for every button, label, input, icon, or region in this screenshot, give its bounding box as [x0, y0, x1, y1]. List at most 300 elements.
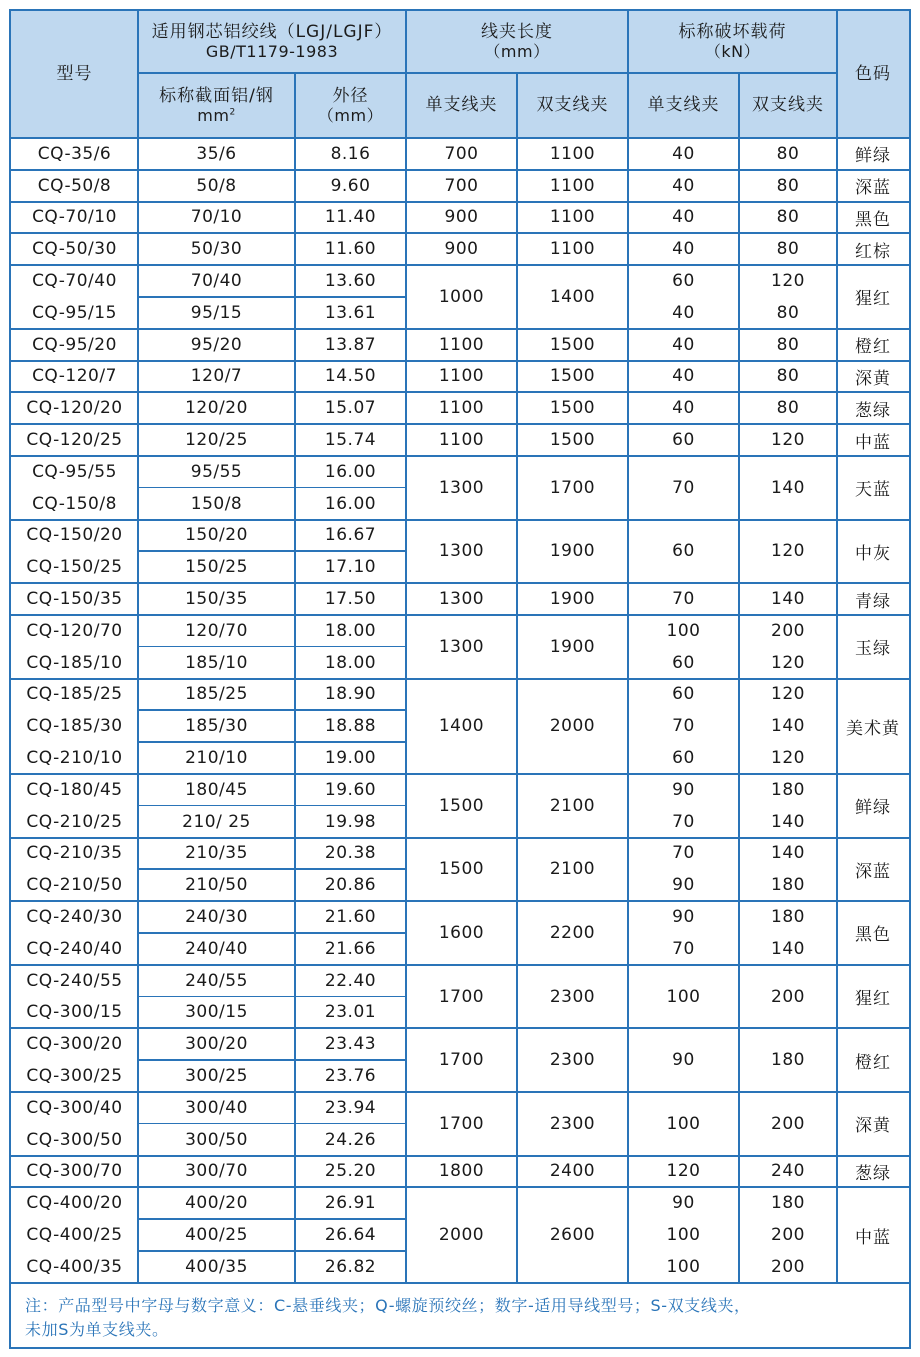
group-rule	[11, 1186, 909, 1188]
cell-load-single	[628, 1219, 739, 1251]
cell-load-single	[628, 774, 739, 806]
cell-diameter-text: 26.64	[324, 1225, 377, 1246]
cell-section-text: 240/30	[185, 907, 248, 928]
header-color-code-label: 色码	[855, 64, 891, 84]
group-rule	[11, 1091, 909, 1093]
cell-diameter	[295, 774, 406, 806]
cell-diameter	[295, 520, 406, 552]
cell-diameter-text: 16.00	[324, 461, 377, 482]
cell-diameter-text: 25.20	[324, 1161, 377, 1182]
cell-load-single	[628, 424, 739, 456]
cell-load-single	[628, 202, 739, 234]
cell-diameter	[295, 1219, 406, 1251]
cell-model-text: CQ-120/25	[26, 430, 123, 451]
cell-diameter-text: 20.86	[324, 875, 377, 896]
footnote-line1: 注：产品型号中字母与数字意义：C-悬垂线夹；Q-螺旋预绞丝；数字-适用导线型号；S-双支线夹，	[25, 1296, 751, 1315]
cell-color-code	[837, 1187, 909, 1282]
cell-load-single-text: 100	[666, 1225, 701, 1246]
cell-color-code	[837, 170, 909, 202]
group-rule	[11, 582, 909, 584]
cell-load-double	[739, 774, 837, 806]
cell-section-text: 240/40	[185, 938, 248, 959]
cell-load-single-text: 60	[672, 684, 695, 705]
cell-color-code	[837, 1092, 909, 1156]
cell-load-double	[739, 361, 837, 393]
cell-diameter	[295, 1092, 406, 1124]
cell-length-single	[406, 583, 517, 615]
cell-diameter	[295, 297, 406, 329]
cell-model	[11, 1251, 138, 1283]
cell-section	[138, 202, 295, 234]
cell-diameter	[295, 456, 406, 488]
cell-diameter-text: 16.00	[324, 493, 377, 514]
cell-model	[11, 647, 138, 679]
cell-load-single-text: 60	[672, 652, 695, 673]
cell-load-single-text: 40	[672, 334, 695, 355]
cell-diameter	[295, 361, 406, 393]
cell-section-text: 150/25	[185, 557, 248, 578]
footnote-line2: 未加S为单支线夹。	[25, 1320, 169, 1339]
cell-length-double-text: 1500	[549, 366, 596, 387]
cell-diameter	[295, 170, 406, 202]
cell-length-double-text: 1900	[549, 541, 596, 562]
header-length-double-label: 双支线夹	[536, 95, 609, 115]
cell-diameter	[295, 615, 406, 647]
cell-length-single-text: 1300	[438, 589, 485, 610]
cell-diameter-text: 9.60	[330, 175, 371, 196]
row-rule	[138, 741, 406, 743]
cell-section	[138, 233, 295, 265]
cell-length-single-text: 1600	[438, 922, 485, 943]
header-diameter-unit: （mm）	[317, 105, 384, 125]
cell-section	[138, 424, 295, 456]
group-rule	[11, 328, 909, 330]
cell-load-single-text: 90	[672, 779, 695, 800]
cell-diameter	[295, 329, 406, 361]
row-rule	[138, 550, 406, 552]
cell-load-double-text: 180	[771, 1050, 805, 1071]
cell-color-code-text: 葱绿	[855, 1163, 891, 1184]
cell-color-code	[837, 520, 909, 584]
cell-model-text: CQ-300/15	[26, 1002, 123, 1023]
header-conductor-line2: GB/T1179-1983	[205, 42, 339, 61]
cell-length-single	[406, 679, 517, 774]
cell-load-single	[628, 392, 739, 424]
cell-model	[11, 869, 138, 901]
cell-length-single-text: 1700	[438, 986, 485, 1007]
row-rule	[138, 805, 406, 807]
group-rule	[11, 455, 909, 457]
cell-length-single-text: 700	[444, 143, 479, 164]
cell-section-text: 120/25	[185, 430, 248, 451]
cell-model	[11, 1219, 138, 1251]
cell-length-double-text: 1500	[549, 430, 596, 451]
cell-length-single	[406, 170, 517, 202]
cell-load-double	[739, 742, 837, 774]
cell-load-double-text: 200	[771, 986, 805, 1007]
cell-length-single	[406, 838, 517, 902]
column-rule	[294, 73, 296, 1283]
footnote	[25, 1294, 905, 1342]
cell-length-single	[406, 901, 517, 965]
cell-load-double	[739, 838, 837, 870]
cell-color-code-text: 红棕	[855, 241, 891, 262]
cell-diameter	[295, 1156, 406, 1188]
cell-section-text: 400/25	[185, 1225, 248, 1246]
cell-section-text: 95/15	[190, 302, 243, 323]
cell-length-single-text: 900	[444, 207, 479, 228]
cell-length-single-text: 1400	[438, 716, 485, 737]
cell-diameter-text: 18.88	[324, 716, 377, 737]
cell-load-double-text: 200	[771, 1113, 805, 1134]
header-breaking-load-label: 标称破坏载荷	[678, 22, 787, 42]
cell-section-text: 300/15	[185, 1002, 248, 1023]
cell-length-double	[517, 1028, 628, 1092]
cell-length-single-text: 1100	[438, 398, 485, 419]
cell-load-double-text: 80	[776, 175, 800, 196]
cell-diameter	[295, 551, 406, 583]
cell-length-single	[406, 233, 517, 265]
row-rule	[138, 1250, 406, 1252]
cell-section	[138, 997, 295, 1029]
cell-load-double-text: 80	[776, 207, 800, 228]
cell-section	[138, 742, 295, 774]
cell-diameter-text: 26.91	[324, 1193, 377, 1214]
cell-diameter	[295, 1028, 406, 1060]
cell-section-text: 300/70	[185, 1161, 248, 1182]
cell-length-single-text: 2000	[438, 1225, 485, 1246]
cell-diameter-text: 15.07	[324, 398, 377, 419]
cell-length-double-text: 2100	[549, 795, 596, 816]
cell-load-single-text: 40	[672, 239, 695, 260]
cell-length-double-text: 1100	[549, 143, 596, 164]
group-rule	[11, 1027, 909, 1029]
cell-load-single-text: 70	[672, 938, 695, 959]
cell-model	[11, 933, 138, 965]
row-rule	[138, 1059, 406, 1061]
cell-section	[138, 329, 295, 361]
cell-color-code	[837, 361, 909, 393]
cell-length-single-text: 1300	[438, 541, 485, 562]
cell-length-single-text: 1500	[438, 795, 485, 816]
group-rule	[11, 232, 909, 234]
cell-section-text: 210/35	[185, 843, 248, 864]
cell-section	[138, 838, 295, 870]
cell-model	[11, 774, 138, 806]
cell-diameter-text: 17.50	[324, 589, 377, 610]
cell-load-single-text: 60	[672, 748, 695, 769]
header-cross-section-label: 标称截面铝/钢	[159, 85, 274, 106]
cell-length-single-text: 700	[444, 175, 479, 196]
cell-model	[11, 1028, 138, 1060]
cell-length-double	[517, 679, 628, 774]
cell-section-text: 300/25	[185, 1066, 248, 1087]
cell-load-single	[628, 583, 739, 615]
cell-diameter	[295, 901, 406, 933]
table-bottom-rule	[11, 1282, 909, 1284]
row-rule	[138, 487, 406, 489]
group-rule	[11, 964, 909, 966]
header-conductor-line1: 适用钢芯铝绞线（LGJ/LGJF）	[151, 22, 393, 42]
cell-model-text: CQ-120/20	[26, 398, 123, 419]
cell-diameter	[295, 202, 406, 234]
cell-length-double	[517, 361, 628, 393]
cell-length-double	[517, 138, 628, 170]
cell-color-code	[837, 265, 909, 329]
cell-length-double	[517, 233, 628, 265]
cell-section	[138, 1156, 295, 1188]
cell-load-double	[739, 329, 837, 361]
cell-load-double	[739, 806, 837, 838]
spec-table-frame	[9, 9, 911, 1349]
cell-length-double-text: 2300	[549, 1050, 596, 1071]
row-rule	[138, 868, 406, 870]
cell-load-double-text: 140	[771, 716, 805, 737]
group-rule	[11, 1155, 909, 1157]
cell-length-single	[406, 1187, 517, 1282]
cell-diameter	[295, 1187, 406, 1219]
cell-load-double	[739, 170, 837, 202]
cell-load-double-text: 140	[771, 589, 805, 610]
cell-diameter-text: 11.40	[324, 207, 377, 228]
cell-load-double-text: 140	[771, 843, 805, 864]
cell-diameter-text: 22.40	[324, 970, 377, 991]
cell-load-single	[628, 265, 739, 297]
cell-diameter	[295, 392, 406, 424]
cell-length-single-text: 1800	[438, 1161, 485, 1182]
cell-load-double	[739, 520, 837, 584]
cell-section-text: 300/20	[185, 1034, 248, 1055]
cell-load-double	[739, 1251, 837, 1283]
cell-model-text: CQ-50/8	[37, 175, 112, 196]
cell-model-text: CQ-300/20	[26, 1034, 123, 1055]
cell-load-double-text: 80	[776, 366, 800, 387]
cell-load-single	[628, 1187, 739, 1219]
cell-load-double	[739, 138, 837, 170]
cell-diameter-text: 26.82	[324, 1256, 377, 1277]
cell-section-text: 120/7	[190, 366, 243, 387]
cell-length-double-text: 1400	[549, 286, 596, 307]
cell-model-text: CQ-300/40	[26, 1097, 123, 1118]
cell-length-double	[517, 520, 628, 584]
cell-section	[138, 774, 295, 806]
cell-load-single	[628, 1156, 739, 1188]
cell-length-double-text: 2000	[549, 716, 596, 737]
cell-length-single	[406, 138, 517, 170]
cell-load-double-text: 140	[771, 811, 805, 832]
cell-color-code-text: 深蓝	[855, 861, 891, 882]
cell-color-code-text: 玉绿	[855, 639, 891, 660]
cell-length-double-text: 1100	[549, 175, 596, 196]
cell-model	[11, 202, 138, 234]
group-rule	[11, 678, 909, 680]
cell-length-single-text: 900	[444, 239, 479, 260]
cell-model-text: CQ-300/25	[26, 1066, 123, 1087]
cell-section	[138, 138, 295, 170]
cell-load-single-text: 100	[666, 986, 701, 1007]
cell-length-double-text: 1900	[549, 636, 596, 657]
cell-length-single-text: 1300	[438, 477, 485, 498]
cell-length-single	[406, 329, 517, 361]
row-rule	[138, 646, 406, 648]
cell-section-text: 185/10	[185, 652, 248, 673]
cell-color-code	[837, 329, 909, 361]
cell-load-single	[628, 679, 739, 711]
cell-diameter-text: 14.50	[324, 366, 377, 387]
cell-length-double	[517, 583, 628, 615]
cell-load-single-text: 90	[672, 1050, 695, 1071]
cell-model-text: CQ-210/35	[26, 843, 123, 864]
cell-section-text: 50/8	[196, 175, 237, 196]
cell-section	[138, 583, 295, 615]
cell-load-double-text: 200	[771, 1225, 805, 1246]
cell-load-double	[739, 297, 837, 329]
cell-load-double-text: 120	[771, 652, 805, 673]
cell-length-single	[406, 965, 517, 1029]
cell-length-single	[406, 456, 517, 520]
cell-diameter-text: 20.38	[324, 843, 377, 864]
cell-load-single-text: 70	[672, 477, 695, 498]
row-rule	[138, 996, 406, 998]
cell-color-code-text: 黑色	[855, 209, 891, 230]
column-rule	[738, 73, 740, 1283]
cell-load-double	[739, 424, 837, 456]
cell-diameter	[295, 965, 406, 997]
cell-section-text: 210/50	[185, 875, 248, 896]
cell-diameter-text: 18.00	[324, 620, 377, 641]
cell-color-code-text: 中蓝	[855, 432, 891, 453]
cell-color-code-text: 深黄	[855, 368, 891, 389]
cell-model	[11, 997, 138, 1029]
cell-load-double-text: 120	[771, 541, 805, 562]
cell-diameter-text: 21.66	[324, 938, 377, 959]
cell-model-text: CQ-185/30	[26, 716, 123, 737]
cell-model	[11, 361, 138, 393]
cell-color-code	[837, 774, 909, 838]
cell-length-single	[406, 361, 517, 393]
cell-section	[138, 1187, 295, 1219]
cell-load-double-text: 120	[771, 430, 805, 451]
column-rule	[516, 73, 518, 1283]
cell-load-double	[739, 901, 837, 933]
cell-load-single	[628, 456, 739, 520]
cell-load-single-text: 90	[672, 1193, 695, 1214]
cell-load-single	[628, 233, 739, 265]
cell-load-double-text: 140	[771, 938, 805, 959]
cell-load-single-text: 100	[666, 620, 701, 641]
cell-section	[138, 392, 295, 424]
cell-color-code	[837, 392, 909, 424]
cell-section	[138, 1219, 295, 1251]
cell-length-double	[517, 838, 628, 902]
cell-model-text: CQ-150/8	[32, 493, 117, 514]
cell-model	[11, 742, 138, 774]
cell-model	[11, 1156, 138, 1188]
cell-model	[11, 329, 138, 361]
cell-diameter-text: 15.74	[324, 430, 377, 451]
cell-load-double	[739, 202, 837, 234]
cell-color-code-text: 鲜绿	[855, 798, 891, 819]
cell-load-double	[739, 1092, 837, 1156]
cell-load-single-text: 100	[666, 1256, 701, 1277]
header-color-code	[837, 11, 909, 138]
cell-color-code	[837, 615, 909, 679]
cell-load-single-text: 60	[672, 430, 695, 451]
cell-length-double-text: 1900	[549, 589, 596, 610]
group-rule	[11, 900, 909, 902]
cell-color-code-text: 猩红	[855, 289, 891, 310]
header-breaking-load	[628, 11, 837, 73]
cell-section	[138, 806, 295, 838]
header-model	[11, 11, 138, 138]
cell-section	[138, 297, 295, 329]
group-rule	[11, 614, 909, 616]
cell-length-double-text: 2100	[549, 859, 596, 880]
cell-load-single	[628, 869, 739, 901]
cell-load-single	[628, 170, 739, 202]
cell-diameter-text: 11.60	[324, 239, 377, 260]
cell-diameter-text: 21.60	[324, 907, 377, 928]
cell-diameter-text: 18.00	[324, 652, 377, 673]
cell-diameter	[295, 869, 406, 901]
cell-load-double-text: 80	[776, 143, 800, 164]
cell-section-text: 240/55	[185, 970, 248, 991]
cell-model	[11, 138, 138, 170]
cell-section	[138, 869, 295, 901]
cell-section	[138, 647, 295, 679]
header-length-single	[406, 73, 517, 138]
cell-length-single-text: 1300	[438, 636, 485, 657]
cell-model-text: CQ-95/20	[32, 334, 117, 355]
cell-diameter-text: 16.67	[324, 525, 377, 546]
cell-color-code-text: 橙红	[855, 1052, 891, 1073]
cell-color-code-text: 深黄	[855, 1116, 891, 1137]
cell-section	[138, 1251, 295, 1283]
cell-model	[11, 551, 138, 583]
cell-length-single	[406, 1156, 517, 1188]
cell-length-single-text: 1100	[438, 430, 485, 451]
cell-diameter	[295, 997, 406, 1029]
cell-color-code	[837, 456, 909, 520]
cell-diameter	[295, 933, 406, 965]
cell-length-double-text: 1500	[549, 398, 596, 419]
cell-load-single-text: 70	[672, 843, 695, 864]
header-breaking-load-unit: （kN）	[704, 42, 761, 61]
cell-color-code	[837, 838, 909, 902]
cell-section	[138, 679, 295, 711]
cell-load-single	[628, 615, 739, 647]
cell-load-double-text: 80	[776, 398, 800, 419]
cell-model-text: CQ-300/70	[26, 1161, 123, 1182]
cell-color-code-text: 橙红	[855, 337, 891, 358]
cell-length-single	[406, 1028, 517, 1092]
cell-load-single-text: 100	[666, 1113, 701, 1134]
cell-section-text: 150/20	[185, 525, 248, 546]
cell-diameter-text: 17.10	[324, 557, 377, 578]
cell-model-text: CQ-95/15	[32, 302, 117, 323]
cell-load-single	[628, 297, 739, 329]
cell-diameter	[295, 838, 406, 870]
cell-load-double-text: 180	[771, 875, 805, 896]
cell-diameter	[295, 806, 406, 838]
cell-load-double-text: 120	[771, 271, 805, 292]
row-rule	[138, 296, 406, 298]
cell-load-double-text: 180	[771, 907, 805, 928]
cell-length-double	[517, 456, 628, 520]
cell-model	[11, 679, 138, 711]
cell-load-single	[628, 1028, 739, 1092]
cell-length-double	[517, 774, 628, 838]
